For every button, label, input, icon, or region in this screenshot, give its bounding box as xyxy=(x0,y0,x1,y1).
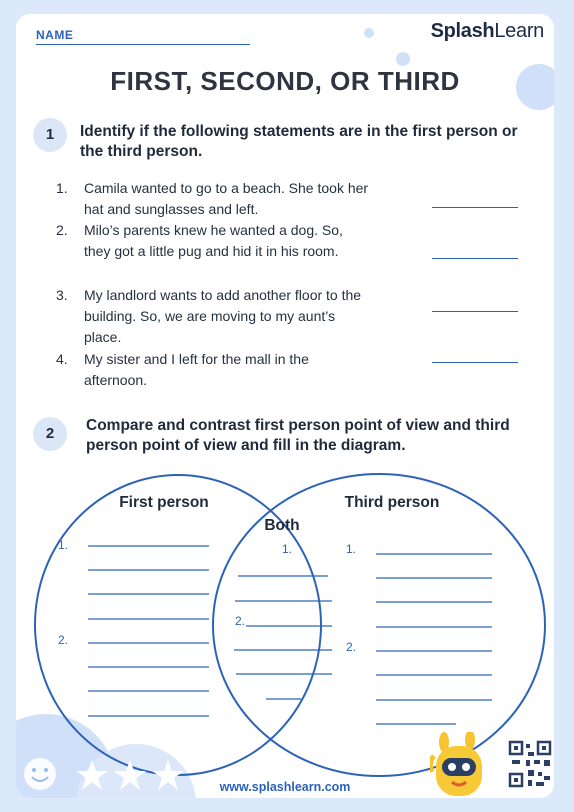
smiley-eye xyxy=(44,768,48,772)
venn-right-lines xyxy=(376,554,492,724)
name-label: NAME xyxy=(36,28,74,42)
venn-right-num-1: 1. xyxy=(346,542,357,556)
question-1-text: Identify if the following statements are in the first person or the third person. xyxy=(80,123,518,160)
brand-thin: Learn xyxy=(494,20,544,42)
item-text: Camila wanted to go to a beach. She took her hat and sunglasses and left. xyxy=(84,180,369,217)
venn-right-circle xyxy=(213,474,545,776)
venn-left-label: First person xyxy=(119,494,209,511)
venn-center-num-1: 1. xyxy=(282,542,293,556)
item-number: 3. xyxy=(56,287,68,303)
item-number: 2. xyxy=(56,222,68,238)
item-text: Milo’s parents knew he wanted a dog. So, they got a little pug and hid it in his room. xyxy=(84,222,343,259)
smiley-eye xyxy=(32,768,36,772)
venn-center-num-2: 2. xyxy=(235,614,246,628)
item-number: 4. xyxy=(56,351,68,367)
item-text: My landlord wants to add another floor to the building. So, we are moving to my aunt’s place. xyxy=(84,287,362,345)
question-1-badge: 1 xyxy=(33,118,67,152)
venn-diagram xyxy=(16,14,554,798)
venn-left-num-1: 1. xyxy=(58,538,69,552)
venn-left-num-2: 2. xyxy=(58,633,69,647)
brand-bold: Splash xyxy=(430,20,495,42)
item-text: My sister and I left for the mall in the afternoon. xyxy=(84,351,309,388)
worksheet xyxy=(16,14,554,798)
page-title: FIRST, SECOND, OR THIRD xyxy=(110,66,460,96)
qr-code-icon xyxy=(506,738,554,790)
footer-url[interactable]: www.splashlearn.com xyxy=(219,780,351,794)
mascot-icon xyxy=(430,732,496,798)
question-2-badge: 2 xyxy=(33,417,67,451)
venn-right-num-2: 2. xyxy=(346,640,357,654)
item-number: 1. xyxy=(56,180,68,196)
venn-center-label: Both xyxy=(264,517,300,534)
venn-left-lines xyxy=(88,546,209,716)
venn-right-label: Third person xyxy=(344,494,440,511)
question-2-text: Compare and contrast first person point of view and third person point of view and fill in the diagram. xyxy=(86,417,510,454)
